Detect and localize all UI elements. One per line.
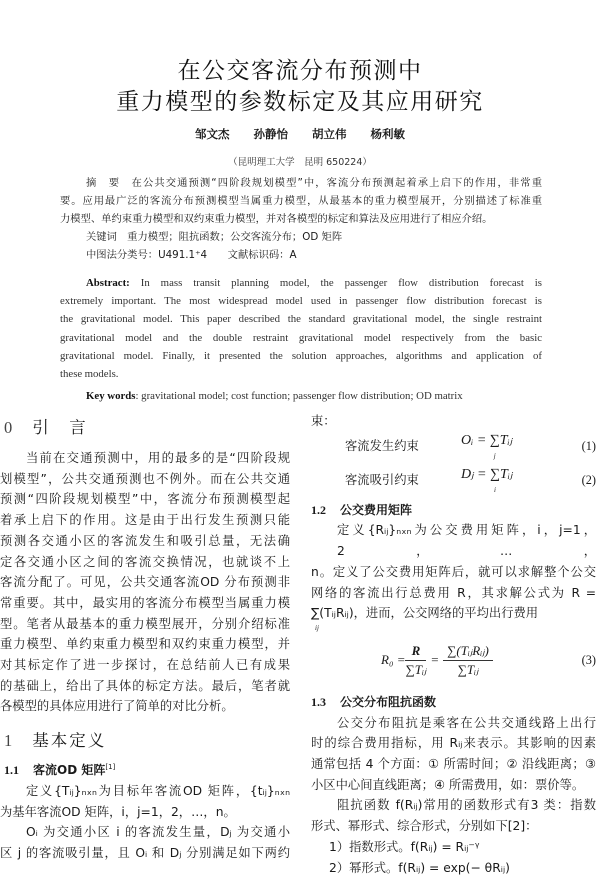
body-line: 常重要。其中，最实用的客流分布模型当属重力模	[0, 595, 290, 610]
equation-number: (2)	[581, 472, 596, 487]
section-1-heading	[0, 731, 290, 757]
body-line: 的基础上，给出了具体的标定方法。最后，笔者就	[0, 678, 290, 693]
author: 胡立伟	[312, 127, 347, 141]
abstract-line: 摘 要 在公共交通预测“四阶段规划模型”中，客流分布预测起着承上启下的作用，非常重	[86, 177, 542, 189]
equation-label: 客流发生约束	[345, 438, 419, 453]
abstract-line: gravitational model and the double restraint gravitational model respectively from the basic	[60, 331, 542, 344]
section-0-heading	[0, 418, 290, 448]
section-title: 基本定义	[32, 731, 107, 751]
keywords-cn: 关键词 重力模型；阻抗函数；公交客流分布；OD 矩阵	[86, 231, 343, 243]
keywords-en	[86, 387, 542, 405]
equation-2: 客流吸引约束 Dⱼ = ∑ iTᵢⱼ (2)	[345, 466, 596, 494]
keywords-text: : gravitational model; cost function; passenger flow distribution; OD matrix	[135, 390, 463, 403]
equation-lhs: R₀ =	[381, 652, 406, 668]
equation-number: (3)	[581, 652, 596, 667]
classification: 中图法分类号：U491.1⁺4 文献标识码：A	[86, 249, 297, 261]
section-1-1-heading	[0, 757, 290, 781]
equation-label: 客流吸引约束	[345, 472, 419, 487]
equation-number: (1)	[581, 438, 596, 453]
section-number: 1	[4, 731, 15, 751]
section-title: 公交分布阻抗函数	[340, 694, 437, 709]
equation-term: Tᵢⱼ	[500, 466, 513, 482]
section-title: 公交费用矩阵	[340, 502, 413, 517]
body-line: 型。笔者从最基本的重力模型展开，分别介绍标准	[0, 616, 290, 631]
body-line: 定各交通小区之间的客流交换情况，也就谈不上	[0, 554, 290, 569]
body-line: 预测各交通小区的客流发生和吸引总量，无法确	[0, 533, 290, 548]
fraction-denominator: ∑Tᵢⱼ	[405, 661, 427, 677]
section-number: 1.1	[4, 763, 19, 778]
section-1-3-heading	[311, 692, 596, 713]
body-line: 公交分布阻抗是乘客在公共交通线路上出行	[337, 715, 596, 730]
author: 杨利敏	[370, 127, 405, 141]
body-line: 各模型的具体应用进行了简单的对比分析。	[0, 699, 234, 714]
body-line: n。定义了公交费用矩阵后，就可以求解整个公交	[311, 564, 596, 579]
abstract-line: extremely important. The most widespread model used in passenger flow distribution forecast is	[60, 295, 542, 308]
abstract-line: these models.	[60, 368, 119, 381]
sum-index: ij	[315, 623, 319, 632]
fraction-numerator: R	[405, 642, 426, 661]
body-line: 划模型”，公共交通预测也不例外。而在公共交通	[0, 471, 290, 486]
body-line: ∑(TᵢⱼRᵢⱼ)，进而，公交网络的平均出行费用	[311, 606, 539, 621]
english-abstract	[60, 274, 542, 383]
body-line: 对其标定作了进一步探讨，在总结前人已有成果	[0, 658, 290, 673]
body-line: 当前在交通预测中，用的最多的是“四阶段规	[26, 451, 290, 465]
body-line: 预测“四阶段规划模型”中，客流分布预测模型起	[0, 492, 290, 507]
author: 孙静怡	[253, 127, 288, 141]
section-number: 0	[4, 418, 15, 437]
section-1-2-heading	[311, 500, 596, 521]
keywords-label: Key words	[86, 390, 136, 403]
section-number: 1.2	[311, 502, 326, 517]
body-line: 重力模型、单约束重力模型和双约束重力模型，并	[0, 637, 290, 652]
body-line: 束：	[311, 414, 336, 428]
citation: [1]	[105, 763, 116, 772]
fraction-denominator: ∑Tᵢⱼ	[457, 661, 479, 677]
abstract-line: 要。应用最广泛的客流分布预测模型当属重力模型，从最基本的重力模型展开，分别描述了标准重	[60, 195, 542, 207]
equation-lhs: Dⱼ =	[461, 466, 491, 482]
abstract-label: Abstract:	[86, 277, 130, 289]
equation-term: Tᵢⱼ	[499, 432, 513, 448]
section-number: 1.3	[311, 694, 326, 709]
authors	[0, 126, 600, 142]
sum-index: i	[494, 485, 496, 494]
body-line: 形式、幂形式、综合形式，分别如下[2]：	[311, 819, 538, 834]
sum-index: j	[493, 451, 496, 460]
body-line: 区 j 的客流吸引量，且 Oᵢ 和 Dⱼ 分别满足如下两约	[0, 845, 290, 860]
body-line: 为基年客流OD 矩阵，i，j=1，2，…，n。	[0, 804, 236, 819]
equation-lhs: Oᵢ =	[461, 432, 490, 448]
section-title: 引 言	[32, 418, 88, 437]
paper-header	[0, 56, 600, 405]
equals-sign: =	[430, 652, 440, 668]
paper-title-line2: 重力模型的参数标定及其应用研究	[116, 89, 484, 115]
fraction-numerator: ∑(TᵢⱼRᵢⱼ)	[443, 642, 493, 661]
author: 邹文杰	[195, 127, 230, 141]
chinese-abstract	[60, 174, 542, 264]
body-line: 定义{Tᵢⱼ}ₙₓₙ为目标年客流OD 矩阵，{tᵢⱼ}ₙₓₙ	[26, 783, 290, 798]
body-line: 小区中心间直线距离；④ 所需费用，如：票价等。	[311, 777, 585, 792]
body-line: 着承上启下的作用。这是由于出行发生预测只能	[0, 513, 290, 528]
abstract-line: gravitational model. Finally, it presented the solution approaches, algorithms and application of	[60, 349, 542, 362]
list-item: 2）幂形式。f(Rᵢⱼ) = exp(− θRᵢⱼ)	[329, 860, 510, 875]
abstract-line: 力模型、单约束重力模型和双约束重力模型，并对各模型的标定和算法及应用进行了相应介绍。	[60, 213, 493, 225]
body-line: 定义{Rᵢⱼ}ₙₓₙ为公交费用矩阵，i，j=1，2，…，	[337, 523, 596, 559]
body-line: 客流分配了。可见，公共交通客流OD 分布预测非	[0, 575, 290, 590]
body-line: 阻抗函数 f(Rᵢⱼ)常用的函数形式有3 类：指数	[337, 798, 596, 813]
equation-1: 客流发生约束 Oᵢ = ∑ jTᵢⱼ (1)	[345, 432, 596, 460]
left-column	[0, 418, 290, 864]
affiliation: （昆明理工大学 昆明 650224）	[228, 157, 372, 168]
abstract-line: In mass transit planning model, the passenger flow distribution forecast is	[129, 277, 542, 289]
list-item: 1）指数形式。f(Rᵢⱼ) = Rᵢⱼ⁻ᵞ	[329, 839, 480, 854]
section-title: 客流OD 矩阵	[33, 763, 106, 778]
body-line: Oᵢ 为交通小区 i 的客流发生量，Dⱼ 为交通小	[26, 825, 290, 840]
body-line: 时的综合费用指标，用 Rᵢⱼ来表示。其影响的因素	[311, 736, 596, 751]
right-column	[311, 411, 596, 878]
body-line: 通常包括 4 个方面：① 所需时间；② 沿线距离；③	[311, 757, 596, 772]
equation-3	[311, 634, 596, 692]
abstract-line: the gravitational model. This paper described the standard gravitational model, the single restraint	[60, 313, 542, 326]
paper-title-line1: 在公交客流分布预测中	[177, 58, 423, 84]
body-line: 网络的客流出行总费用 R，其求解公式为 R =	[311, 585, 596, 600]
